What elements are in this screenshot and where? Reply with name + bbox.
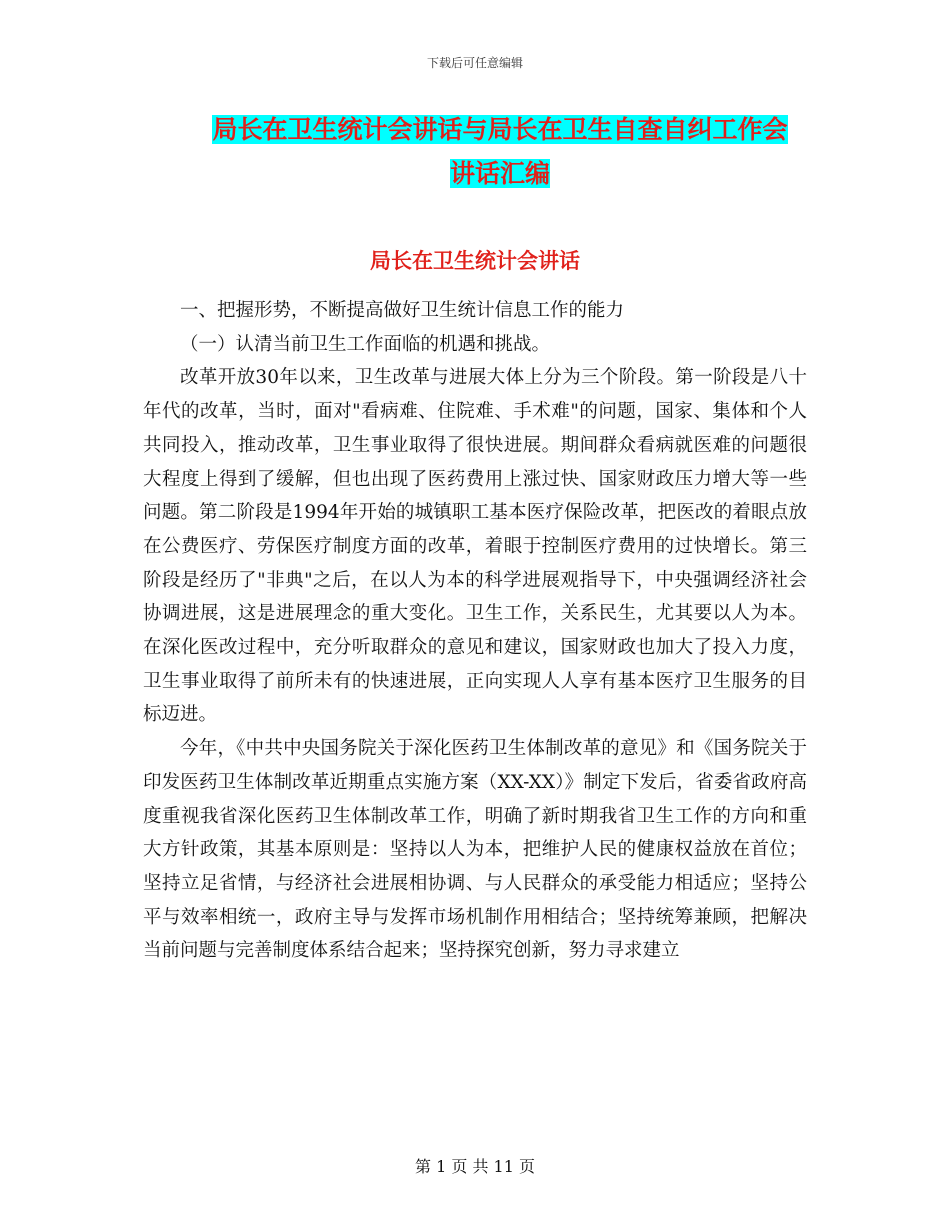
subheading-paragraph: （一）认清当前卫生工作面临的机遇和挑战。 xyxy=(180,333,551,355)
section-title: 局长在卫生统计会讲话 xyxy=(370,249,580,273)
heading-paragraph: 一、把握形势，不断提高做好卫生统计信息工作的能力 xyxy=(180,300,625,321)
document-title-line1: 局长在卫生统计会讲话与局长在卫生自查自纠工作会 xyxy=(212,115,788,144)
body-paragraph: 改革开放30年以来，卫生改革与进展大体上分为三个阶段。第一阶段是八十年代的改革，当时，面对"看病难、住院难、手术难"的问题，国家、集体和个人共同投入，推动改革，卫生事业取得了很快进展。期间群众看病就医难的问题很大程度上得到了缓解，但也出现了医药费用上涨过快、国家财政压力增大等一些问题。第二阶段是1994年开始的城镇职工基本医疗保险改革，把医改的着眼点放在公费医疗、劳保医疗制度方面的改革，着眼于控制医疗费用的过快增长。第三阶段是经历了"非典"之后，在以人为本的科学进展观指导下，中央强调经济社会协调进展，这是进展理念的重大变化。卫生工作，关系民生，尤其要以人为本。在深化医改过程中，充分听取群众的意见和建议，国家财政也加大了投入力度，卫生事业取得了前所未有的快速进展，正向实现人人享有基本医疗卫生服务的目标迈进。 xyxy=(143,367,807,726)
body-text xyxy=(143,294,807,968)
body-paragraph: 今年，《中共中央国务院关于深化医药卫生体制改革的意见》和《国务院关于印发医药卫生体制改革近期重点实施方案（XX-XX）》制定下发后，省委省政府高度重视我省深化医药卫生体制改革工作，明确了新时期我省卫生工作的方向和重大方针政策，其基本原则是：坚持以人为本，把维护人民的健康权益放在首位；坚持立足省情，与经济社会进展相协调、与人民群众的承受能力相适应；坚持公平与效率相统一，政府主导与发挥市场机制作用相结合；坚持统筹兼顾，把解决当前问题与完善制度体系结合起来；坚持探究创新，努力寻求建立 xyxy=(143,738,807,962)
document-title xyxy=(150,108,850,196)
header-note: 下载后可任意编辑 xyxy=(426,56,523,70)
page-footer: 第 1 页 共 11 页 xyxy=(415,1157,535,1176)
document-title-line2: 讲话汇编 xyxy=(449,159,550,188)
